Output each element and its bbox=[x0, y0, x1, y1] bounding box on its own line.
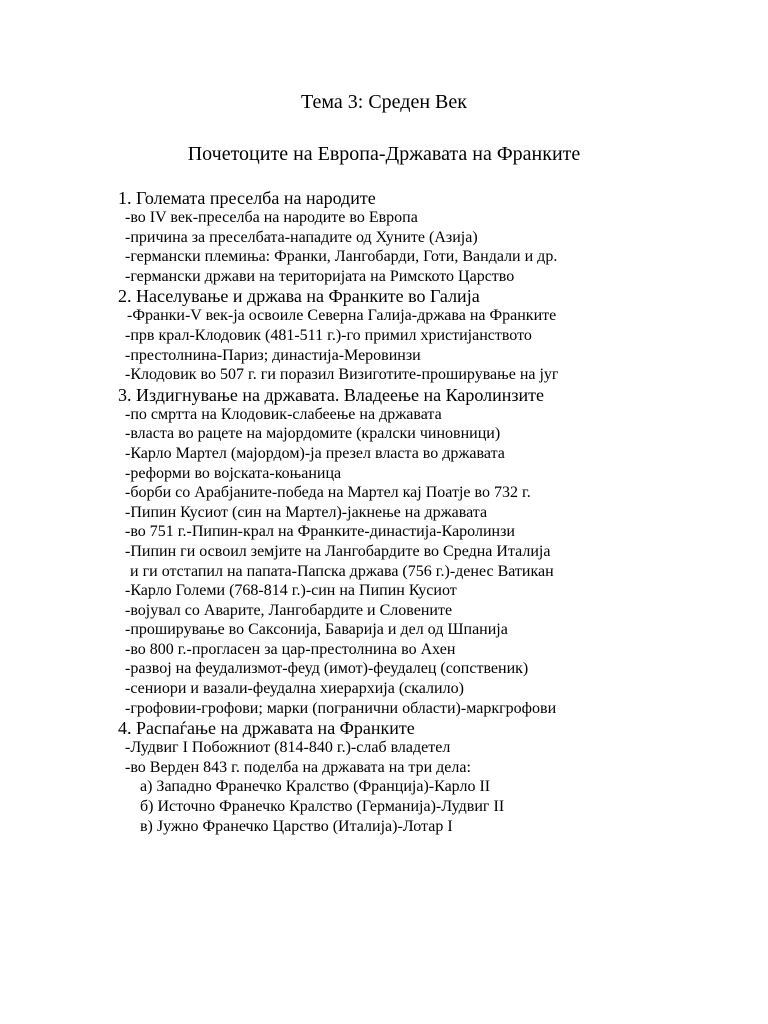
section-1-line-1: -во IV век-преселба на народите во Европа bbox=[125, 209, 418, 226]
section-3-line-11: -војувал со Аварите, Лангобардите и Словените bbox=[125, 601, 453, 619]
section-heading-2: 2. Населување и држава на Франките во Галија bbox=[118, 286, 480, 307]
section-4-line-4: б) Источно Франечко Кралство (Германија)-Лудвиг II bbox=[140, 798, 505, 816]
section-3-line-7: -во 751 г.-Пипин-крал на Франките-династија-Каролинзи bbox=[125, 523, 515, 541]
section-heading-3: 3. Издигнување на државата. Владеење на Каролинзите bbox=[118, 384, 545, 405]
section-1-line-2: -причина за преселбата-нападите од Хуните (Азија) bbox=[125, 228, 478, 246]
section-4-line-3: а) Западно Франечко Кралство (Франција)-Карло II bbox=[140, 778, 491, 796]
section-4-line-5: в) Јужно Франечко Царство (Италија)-Лотар I bbox=[140, 817, 453, 835]
section-2-line-4: -Клодовик во 507 г. ги поразил Визиготите-проширување на југ bbox=[125, 366, 559, 384]
section-heading-1: 1. Големата преселба на народите bbox=[118, 188, 376, 208]
section-3-line-15: -сениори и вазали-феудална хиерархија (скалило) bbox=[125, 680, 464, 698]
section-3-line-6: -Пипин Кусиот (син на Мартел)-јакнење на државата bbox=[125, 503, 488, 521]
section-3-line-14: -развој на феудализмот-феуд (имот)-феудалец (сопственик) bbox=[125, 660, 529, 678]
section-3-line-10: -Карло Големи (768-814 г.)-син на Пипин Кусиот bbox=[125, 582, 457, 600]
section-3-line-1: -по смртта на Клодовик-слабеење на државата bbox=[125, 405, 442, 423]
section-heading-4: 4. Распаѓање на државата на Франките bbox=[118, 718, 415, 739]
section-3-line-3: -Карло Мартел (мајордом)-ја презел власта во државата bbox=[125, 444, 505, 462]
section-4-line-2: -во Верден 843 г. поделба на државата на три дела: bbox=[125, 758, 471, 776]
section-3-line-2: -власта во рацете на мајордомите (кралски чиновници) bbox=[125, 425, 501, 443]
document-title: Тема 3: Среден Век bbox=[301, 91, 467, 113]
section-3-line-16: -грофовии-грофови; марки (погранични области)-маркгрофови bbox=[125, 699, 557, 717]
section-3-line-13: -во 800 г.-прогласен за цар-престолнина во Ахен bbox=[125, 640, 456, 658]
section-2-line-2: -прв крал-Клодовик (481-511 г.)-го примил христијанството bbox=[125, 326, 532, 344]
section-3-line-12: -проширување во Саксонија, Баварија и дел од Шпанија bbox=[125, 621, 508, 639]
section-1-line-4: -германски држави на територијата на Римското Царство bbox=[125, 267, 515, 285]
section-2-line-3: -престолнина-Париз; династија-Меровинзи bbox=[125, 346, 421, 364]
document-subtitle: Почетоците на Европа-Државата на Франките bbox=[187, 143, 581, 165]
section-1-line-3: -германски племиња: Франки, Лангобарди, Готи, Вандали и др. bbox=[125, 248, 558, 266]
section-2-line-1: -Франки-V век-ја освоиле Северна Галија-држава на Франките bbox=[127, 307, 557, 325]
section-3-line-4: -реформи во војската-коњаница bbox=[125, 464, 342, 482]
document-body bbox=[118, 188, 758, 836]
section-4-line-1: -Лудвиг I Побожниот (814-840 г.)-слаб владетел bbox=[125, 739, 451, 757]
section-3-line-8: -Пипин ги освоил земјите на Лангобардите во Средна Италија bbox=[125, 542, 551, 560]
section-3-line-9: и ги отстапил на папата-Папска држава (756 г.)-денес Ватикан bbox=[130, 562, 554, 580]
section-3-line-5: -борби со Арабјаните-победа на Мартел кај Поатје во 732 г. bbox=[125, 484, 531, 502]
